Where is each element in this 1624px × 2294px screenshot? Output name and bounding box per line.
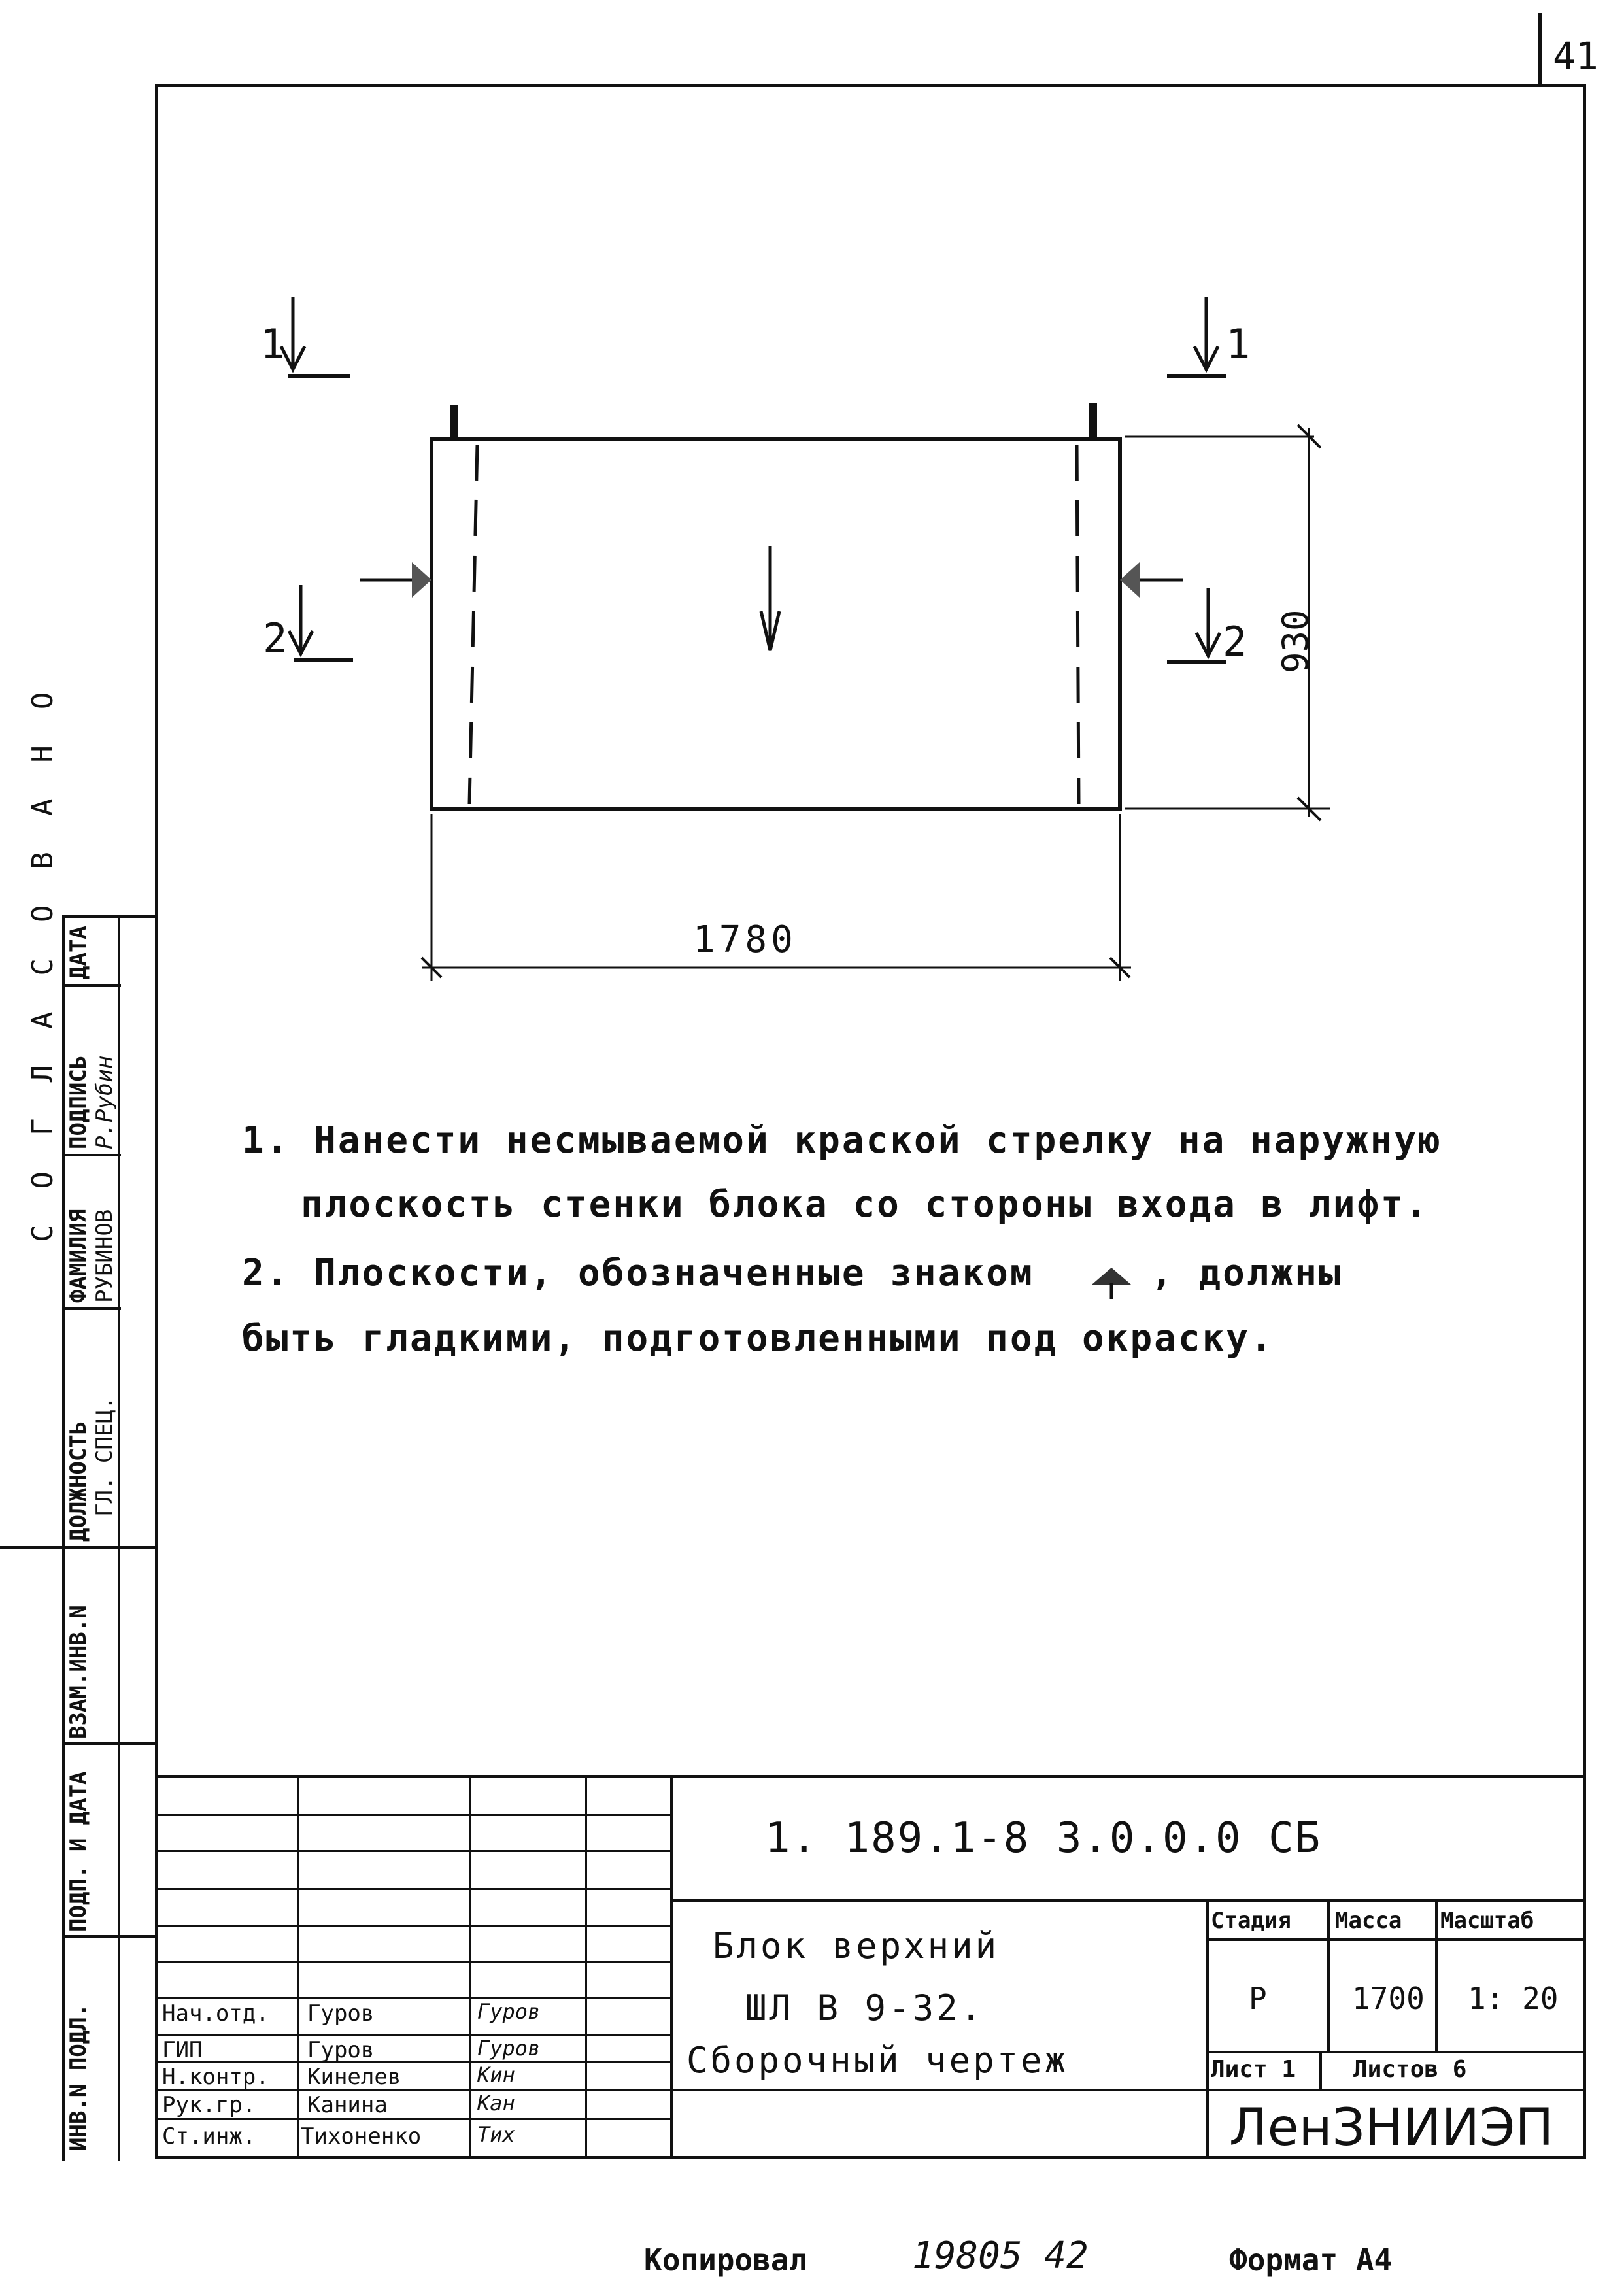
side-stamp-left: [62, 915, 65, 2161]
section-label-2-right: 2: [1223, 618, 1247, 666]
sig-row-6: [157, 1997, 670, 1999]
title-line-3: Сборочный чертеж: [686, 2040, 1069, 2081]
person-signature: Кан: [477, 2091, 515, 2116]
doc-code: 1. 189.1-8 3.0.0.0 СБ: [765, 1814, 1322, 1863]
sig-row-5: [157, 1961, 670, 1963]
mass-label: Масса: [1335, 1908, 1402, 1934]
stage-label: Стадия: [1211, 1908, 1291, 1934]
sig-col-3: [585, 1775, 587, 2157]
person-signature: Гуров: [477, 2036, 541, 2061]
side-stamp-col-signature: ПОДПИСЬ: [65, 1055, 92, 1149]
sig-row-1: [157, 1814, 670, 1816]
person-role: Н.контр.: [162, 2064, 269, 2090]
side-stamp-inv-replace: ВЗАМ.ИНВ.N: [65, 1605, 92, 1739]
person-name: Кинелев: [307, 2064, 401, 2090]
person-signature: Тих: [477, 2122, 515, 2147]
person-role: Ст.инж.: [162, 2123, 256, 2150]
footer-copied-label: Копировал: [644, 2242, 807, 2278]
note-1-line-1: 1. Нанести несмываемой краской стрелку на наружную: [242, 1119, 1442, 1162]
tb-info-row-3: [670, 2089, 1585, 2091]
tb-top: [157, 1775, 1585, 1778]
mass-value: 1700: [1352, 1981, 1425, 2016]
person-signature: Кин: [477, 2063, 515, 2087]
side-stamp-inv-orig: ИНВ.N ПОДЛ.: [65, 2003, 92, 2151]
smooth-surface-sign-icon: [1091, 1265, 1132, 1300]
side-stamp-col-surname: ФАМИЛИЯ: [65, 1209, 92, 1303]
person-name: Гуров: [307, 2000, 375, 2027]
title-line-2: ШЛ В 9-32.: [745, 1987, 985, 2029]
side-stamp-row-3: [62, 1307, 121, 1310]
person-role: Нач.отд.: [162, 2000, 269, 2027]
note-1-line-2: плоскость стенки блока со стороны входа в лифт.: [301, 1183, 1429, 1226]
side-stamp-col: [118, 915, 120, 2161]
tb-info-row-2: [1206, 2051, 1585, 2053]
stage-value: Р: [1249, 1981, 1267, 2016]
side-stamp-row-1: [62, 984, 121, 987]
title-line-1: Блок верхний: [713, 1925, 1000, 1966]
person-role: Рук.гр.: [162, 2092, 256, 2118]
side-stamp-row-4: [0, 1546, 157, 1549]
page-number: 41: [1553, 34, 1599, 78]
assembly-drawing: [0, 0, 1624, 1046]
sig-col-2: [469, 1775, 471, 2157]
sig-row-3: [157, 1888, 670, 1890]
person-role: ГИП: [162, 2037, 203, 2063]
side-stamp-row-2: [62, 1154, 121, 1156]
note-2-line-1: 2. Плоскости, обозначенные знаком: [242, 1252, 1034, 1294]
scale-value: 1: 20: [1468, 1981, 1559, 2016]
side-stamp-sign-date: ПОДП. И ДАТА: [65, 1771, 92, 1932]
side-stamp-row-5: [62, 1742, 157, 1745]
person-name: Тихоненко: [301, 2123, 422, 2150]
tb-info-col-3: [1435, 1899, 1438, 2051]
person-name: Канина: [307, 2092, 388, 2118]
person-signature: Гуров: [477, 1999, 541, 2024]
section-label-1-left: 1: [260, 320, 285, 368]
side-stamp-header: СОГЛАСОВАНО: [26, 656, 59, 1242]
tb-info-col-4: [1319, 2051, 1322, 2089]
organization-name: ЛенЗНИИЭП: [1229, 2099, 1554, 2157]
side-stamp-signature-value: Р.Рубин: [92, 1055, 118, 1149]
footer-format: Формат А4: [1229, 2242, 1393, 2278]
tb-code-row: [670, 1899, 1585, 1902]
dimension-height: 930: [1275, 609, 1316, 673]
sig-row-10: [157, 2118, 670, 2120]
side-stamp-top: [62, 915, 157, 918]
tb-info-col-1: [1206, 1899, 1209, 2157]
person-name: Гуров: [307, 2037, 375, 2063]
section-label-1-right: 1: [1226, 320, 1251, 368]
tb-left-col: [670, 1775, 673, 2157]
footer-copy-number: 19805 42: [912, 2235, 1089, 2277]
note-2-line-1-end: , должны: [1151, 1252, 1343, 1294]
sig-row-2: [157, 1850, 670, 1852]
dimension-width: 1780: [693, 919, 797, 961]
sig-row-4: [157, 1925, 670, 1927]
sig-row-8: [157, 2061, 670, 2063]
side-stamp-col-position: ДОЛЖНОСТЬ: [65, 1421, 92, 1542]
side-stamp-position-value: ГЛ. СПЕЦ.: [92, 1396, 118, 1517]
scale-label: Масштаб: [1440, 1908, 1534, 1934]
side-stamp-surname-value: РУБИНОВ: [92, 1209, 118, 1303]
side-stamp-col-date: ДАТА: [65, 926, 92, 979]
section-label-2-left: 2: [263, 615, 288, 662]
side-stamp-row-6: [62, 1935, 157, 1938]
sheet-number: Лист 1: [1211, 2056, 1296, 2083]
sheets-total: Листов 6: [1353, 2056, 1467, 2083]
sig-row-7: [157, 2034, 670, 2036]
tb-info-row-1: [1206, 1938, 1585, 1941]
tb-info-col-2: [1327, 1899, 1330, 2051]
sig-col-1: [297, 1775, 299, 2157]
note-2-line-2: быть гладкими, подготовленными под окраску.: [242, 1317, 1274, 1360]
